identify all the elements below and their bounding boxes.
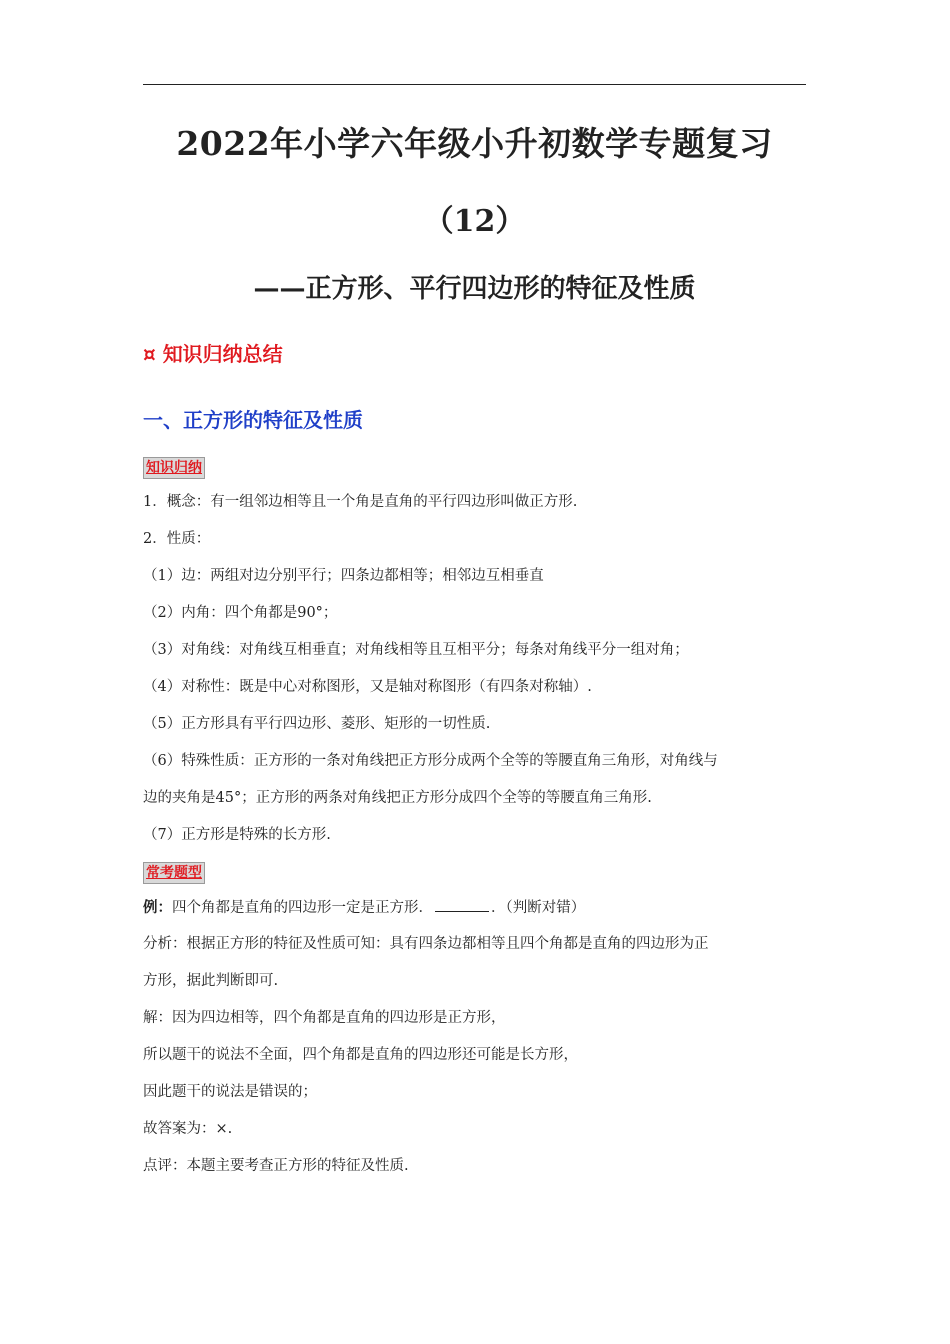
analysis-line: 分析：根据正方形的特征及性质可知：具有四条边都相等且四个角都是直角的四边形为正 — [143, 936, 709, 952]
header-rule — [143, 84, 806, 85]
solution-line: 解：因为四边相等，四个角都是直角的四边形是正方形， — [143, 1010, 506, 1026]
content-line: （2）内角：四个角都是90°； — [143, 605, 338, 621]
page-title: 2022年小学六年级小升初数学专题复习 — [176, 124, 773, 163]
content-line: （1）边：两组对边分别平行；四条边都相等；相邻边互相垂直 — [143, 568, 544, 584]
solution-line: 因此题干的说法是错误的； — [143, 1084, 317, 1100]
content-line: （6）特殊性质：正方形的一条对角线把正方形分成两个全等的等腰直角三角形，对角线与 — [143, 753, 718, 769]
page-title-number: （12） — [423, 204, 526, 239]
example-question — [143, 897, 585, 918]
knowledge-summary-heading: ¤ 知识归纳总结 — [143, 342, 283, 366]
content-line: 1．概念：有一组邻边相等且一个角是直角的平行四边形叫做正方形. — [143, 494, 578, 510]
common-question-tag: 常考题型 — [143, 862, 205, 884]
content-line: （7）正方形是特殊的长方形. — [143, 827, 331, 843]
content-line: （4）对称性：既是中心对称图形，又是轴对称图形（有四条对称轴）. — [143, 679, 592, 695]
content-line: （3）对角线：对角线互相垂直；对角线相等且互相平分；每条对角线平分一组对角； — [143, 642, 689, 658]
example-label: 例： — [143, 899, 172, 916]
analysis-line: 方形，据此判断即可. — [143, 973, 279, 989]
page-subtitle: ——正方形、平行四边形的特征及性质 — [253, 274, 696, 304]
section-one-heading: 一、正方形的特征及性质 — [143, 408, 363, 432]
answer-blank[interactable] — [435, 897, 489, 912]
knowledge-tag: 知识归纳 — [143, 457, 205, 479]
example-text: 四个角都是直角的四边形一定是正方形． — [172, 900, 433, 916]
content-line: 2．性质： — [143, 531, 211, 547]
content-line: （5）正方形具有平行四边形、菱形、矩形的一切性质. — [143, 716, 491, 732]
content-line: 边的夹角是45°；正方形的两条对角线把正方形分成四个全等的等腰直角三角形. — [143, 790, 652, 806]
solution-line: 故答案为：×. — [143, 1121, 233, 1137]
example-suffix: ．（判断对错） — [491, 900, 586, 916]
comment-line: 点评：本题主要考查正方形的特征及性质. — [143, 1158, 409, 1174]
solution-line: 所以题干的说法不全面，四个角都是直角的四边形还可能是长方形， — [143, 1047, 578, 1063]
